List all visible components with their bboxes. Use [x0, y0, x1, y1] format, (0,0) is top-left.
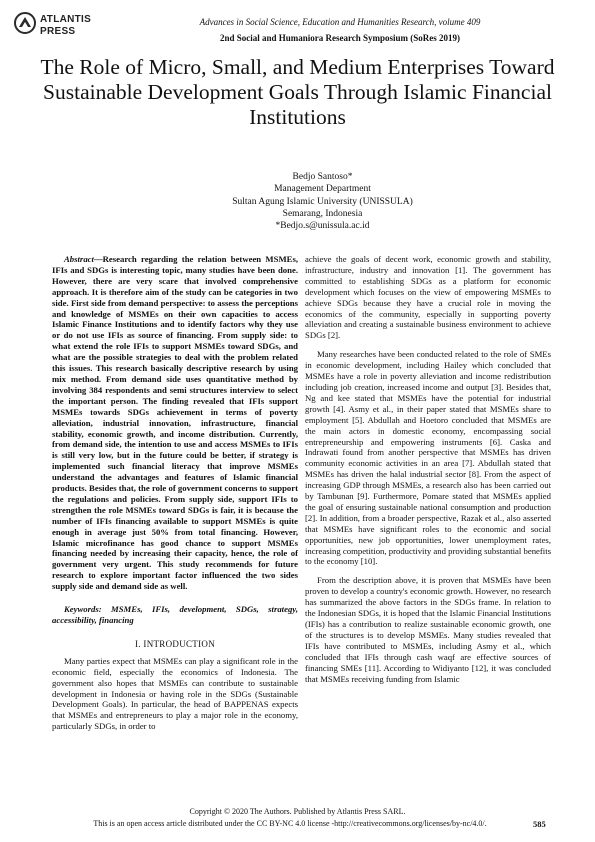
author-name: Bedjo Santoso* [292, 172, 353, 182]
section-heading-introduction: I. INTRODUCTION [135, 638, 215, 649]
footer-copyright: Copyright © 2020 The Authors. Published by Atlantis Press SARL. [189, 807, 406, 816]
footer-license[interactable]: This is an open access article distributed under the CC BY-NC 4.0 license -http://creativecommons.org/licenses/by-nc/4.0/. [93, 819, 487, 828]
logo-line1: ATLANTIS [40, 14, 92, 25]
atlantis-press-logo [14, 12, 94, 42]
right-paragraph-1: achieve the goals of decent work, economic growth and stability, infrastructure, industry and innovation [1]. The government has committed to establishing SDGs as a platform for economic development which focuses on the view of empowering MSMEs to achieve SDGs because they have a crucial role in moving the economics of the community, especially in supporting poverty alleviation and creating a sustainable business environment to achieve SDGs [2]. [305, 254, 551, 341]
journal-header: Advances in Social Science, Education and Humanities Research, volume 409 [199, 17, 481, 27]
logo-wordmark [40, 14, 91, 38]
right-paragraph-3: From the description above, it is proven that MSMEs have been proven to develop a country's economic growth. However, no research has summarized the above factors in the SDGs frame. In relation to the Indonesian SDGs, it is hoped that the Islamic Financial Institutions (IFIs) has a contribution to realize sustainable economic growth, one of the structures is to develop MSMEs. Many studies revealed that IFIs have contributed to MSMEs, including Asmy et al., which concluded that IFIs through cash waqf are effective sources of financing SMEs [11]. According to Widiyanto [12], it was concluded that MSMEs receiving funding from Islamic [305, 575, 551, 684]
author-department: Management Department [274, 184, 371, 195]
keywords: Keywords: MSMEs, IFIs, development, SDGs, strategy, accessibility, financing [52, 604, 298, 625]
author-email[interactable]: *Bedjo.s@unissula.ac.id [275, 221, 370, 232]
paper-title: The Role of Micro, Small, and Medium Enterprises Toward Sustainable Development Goals Through Islamic Financial Institutions [40, 55, 555, 129]
intro-paragraph-1: Many parties expect that MSMEs can play a significant role in the economic field, especially the economics of Indonesia. The government also hopes that MSMEs can contribute to sustainable development in Indonesia or having role in the SDGs (Sustainable Development Goals). In particular, the head of BAPPENAS expects that MSMEs and entrepreneurs to play a major role in the economy, particularly SDGs, in order to [52, 655, 298, 732]
abstract [52, 254, 298, 592]
right-paragraph-2: Many researches have been conducted related to the role of SMEs in economic development, including Hailey which concluded that MSMEs have a role in poverty alleviation and income redistribution including job creation, increased income and output [3]. Besides that, Ng and kee stated that MSMEs have the potential for industrial growth [4]. Asmy et al., in their paper stated that MSMEs share to employment [5]. Abdullah and Hoetoro concluded that MSMEs are the main actors in domestic economy, encompassing social entrepreneurship and empowering instruments [6]. Caska and Indrawati found from another perspective that MSMEs has driven community economic activities in an area [7]. Abdullah stated that MSMEs has driven the halal industrial sector [8]. From the aspect of increasing GDP through MSMEs, a research also has been carried out by Tambunan [9]. Furthermore, Pomare stated that MSMEs applied the goal of ensuring sustainable national consumption and production [2]. In addition, from a broader perspective, Razak et al., also asserted that MSMEs have significant roles to the economic and social opportunities, new job opportunities, lower unemployment rates, increasing competition, productivity and providing substantial benefits to the economy [10]. [305, 349, 551, 567]
atlantis-logo-icon [14, 12, 36, 34]
author-city: Semarang, Indonesia [282, 208, 363, 219]
right-column [305, 254, 551, 684]
symposium-header: 2nd Social and Humaniora Research Symposium (SoRes 2019) [219, 33, 461, 43]
abstract-lead: Abstract [64, 254, 94, 264]
author-university: Sultan Agung Islamic University (UNISSULA) [232, 196, 413, 207]
abstract-text: —Research regarding the relation between MSMEs, IFIs and SDGs is interesting topic, many studies have been done. However, there are very scare that involved comprehensive approach. It is therefore aim of the study can be categories in two side. First side from demand perspective: to assess the perceptions and knowledge of MSMEs on their own capacities to access Islamic Finance Institutions and to identify factors why they use or do not use IFIs as source of financing. From supply side: to what extend the role IFIs to support MSMEs toward SDGs, and what are the possible strategies to deal with the problem related this issues. This research basically descriptive research by using mix method. From demand side uses quantitative method by involving 384 respondents and semi structures interview to select the important person. The finding revealed that IFIs support MSMEs towards SDGs achievement in terms of poverty alleviation, industrial innovation, infrastructure, financial stability, economic growth, and income distribution. Currently, from demand side, the intention to use and access MSMEs to IFIs is still very low, but in the future could be better, if strategy is implemented such financial literacy that improve MSMEs understand the advantages and features of Islamic financial products. Besides that, the role of government concerns to support the regulations and policies. From supply side, support IFIs to strengthen the role MSMEs toward SDGs is fair, it is because the number of IFIs financing available to support MSMEs is quite enough in average just 50% from total financing. However, Islamic microfinance has good chance to support MSMEs financing needed by increasing their capacity, hence, the role of government very urgent. This study recommends for future research to explore important factor influenced the two sides supply side and demand side as well. [52, 254, 298, 592]
page-number: 585 [533, 819, 546, 829]
author-block [150, 171, 495, 232]
logo-line2: PRESS [40, 26, 76, 37]
left-column [52, 254, 298, 732]
